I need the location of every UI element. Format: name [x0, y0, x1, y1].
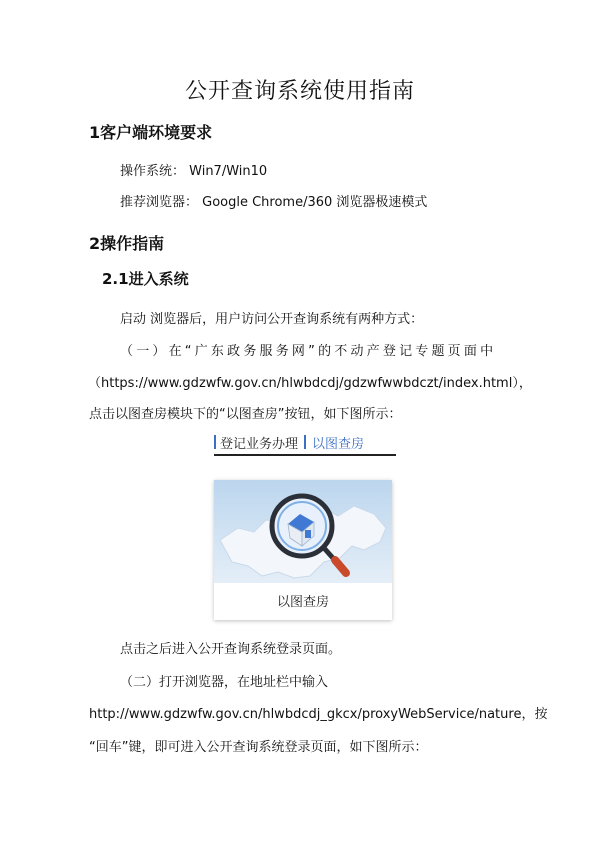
browser-requirement: 推荐浏览器： Google Chrome/360 浏览器极速模式	[120, 195, 428, 210]
tab-divider	[214, 435, 216, 449]
way1-line3: 点击以图查房模块下的“以图查房”按钮，如下图所示：	[89, 407, 402, 422]
section-heading-guide: 2操作指南	[89, 234, 165, 253]
intro-text: 启动 浏览器后，用户访问公开查询系统有两种方式：	[120, 312, 424, 327]
way2-line1: （二）打开浏览器，在地址栏中输入	[120, 675, 329, 690]
way1-line1: （一）在“广东政务服务网”的不动产登记专题页面中	[120, 344, 497, 359]
after-click-text: 点击之后进入公开查询系统登录页面。	[120, 642, 342, 657]
card-label: 以图查房	[276, 595, 329, 610]
figure-tab-bar	[214, 432, 396, 456]
page-title: 公开查询系统使用指南	[184, 79, 415, 104]
tab-register-business[interactable]: 登记业务办理	[220, 437, 299, 452]
way2-line3: “回车”键，即可进入公开查询系统登录页面，如下图所示：	[89, 740, 428, 755]
way1-url: （https://www.gdzwfw.gov.cn/hlwbdcdj/gdzwfwwbdczt/index.html），	[88, 376, 532, 391]
way2-url: http://www.gdzwfw.gov.cn/hlwbdcdj_gkcx/proxyWebService/nature，按	[89, 707, 548, 722]
map-query-card[interactable]	[214, 480, 392, 620]
os-requirement: 操作系统： Win7/Win10	[120, 164, 268, 179]
section-heading-env: 1客户端环境要求	[89, 123, 213, 142]
map-magnifier-illustration	[214, 480, 392, 583]
subsection-heading-enter: 2.1进入系统	[102, 270, 189, 288]
tab-map-query[interactable]: 以图查房	[312, 437, 365, 452]
tab-divider	[304, 435, 306, 449]
